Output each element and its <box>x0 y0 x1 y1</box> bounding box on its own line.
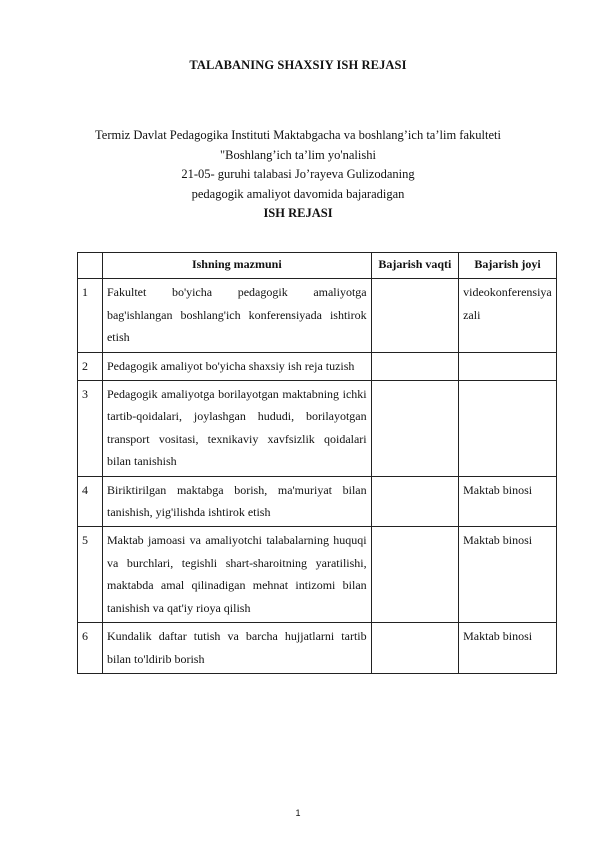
row-num: 6 <box>78 623 103 674</box>
row-time <box>371 352 458 380</box>
intro-student: 21-05- guruhi talabasi Jo’rayeva Gulizodaning <box>181 167 415 182</box>
table-row <box>78 623 557 674</box>
row-place: Maktab binosi <box>459 623 557 674</box>
row-num: 3 <box>78 381 103 477</box>
row-time <box>371 623 458 674</box>
intro-plan-heading: ISH REJASI <box>263 206 333 221</box>
table-header-row <box>78 253 557 279</box>
row-place <box>459 352 557 380</box>
row-content: Pedagogik amaliyot bo'yicha shaxsiy ish reja tuzish <box>102 352 371 380</box>
row-num: 5 <box>78 527 103 623</box>
row-time <box>371 476 458 527</box>
row-place: Maktab binosi <box>459 527 557 623</box>
header-content: Ishning mazmuni <box>102 253 371 279</box>
header-place: Bajarish joyi <box>459 253 557 279</box>
table-row <box>78 352 557 380</box>
row-place: Maktab binosi <box>459 476 557 527</box>
table-row <box>78 476 557 527</box>
header-time: Bajarish vaqti <box>371 253 458 279</box>
table-row <box>78 527 557 623</box>
row-place <box>459 381 557 477</box>
intro-direction: "Boshlang’ich ta’lim yo'nalishi <box>220 147 376 162</box>
row-time <box>371 527 458 623</box>
table-row <box>78 381 557 477</box>
intro-block <box>0 126 596 224</box>
row-time <box>371 381 458 477</box>
work-plan-table <box>77 252 557 674</box>
row-content: Maktab jamoasi va amaliyotchi talabalarning huquqi va burchlari, tegishli shart-sharoitning yaratilishi, maktabda amal qilinadigan mehnat intizomi bilan tanishish va qat'iy rioya qilish <box>102 527 371 623</box>
row-num: 1 <box>78 279 103 352</box>
row-num: 4 <box>78 476 103 527</box>
table-row <box>78 279 557 352</box>
row-place: videokonferensiya zali <box>459 279 557 352</box>
header-num <box>78 253 103 279</box>
row-content: Fakultet bo'yicha pedagogik amaliyotga bag'ishlangan boshlang'ich konferensiyada ishtirok etish <box>102 279 371 352</box>
row-content: Kundalik daftar tutish va barcha hujjatlarni tartib bilan to'ldirib borish <box>102 623 371 674</box>
document-title: TALABANING SHAXSIY ISH REJASI <box>189 58 407 72</box>
row-time <box>371 279 458 352</box>
intro-purpose: pedagogik amaliyot davomida bajaradigan <box>191 186 405 201</box>
row-content: Biriktirilgan maktabga borish, ma'muriyat bilan tanishish, yig'ilishda ishtirok etish <box>102 476 371 527</box>
row-content: Pedagogik amaliyotga borilayotgan maktabning ichki tartib-qoidalari, joylashgan hududi, borilayotgan transport vositasi, texnikaviy xavfsizlik qoidalari bilan tanishish <box>102 381 371 477</box>
page-number: 1 <box>295 808 301 818</box>
intro-institute: Termiz Davlat Pedagogika Instituti Maktabgacha va boshlang’ich ta’lim fakulteti <box>95 128 501 142</box>
row-num: 2 <box>78 352 103 380</box>
